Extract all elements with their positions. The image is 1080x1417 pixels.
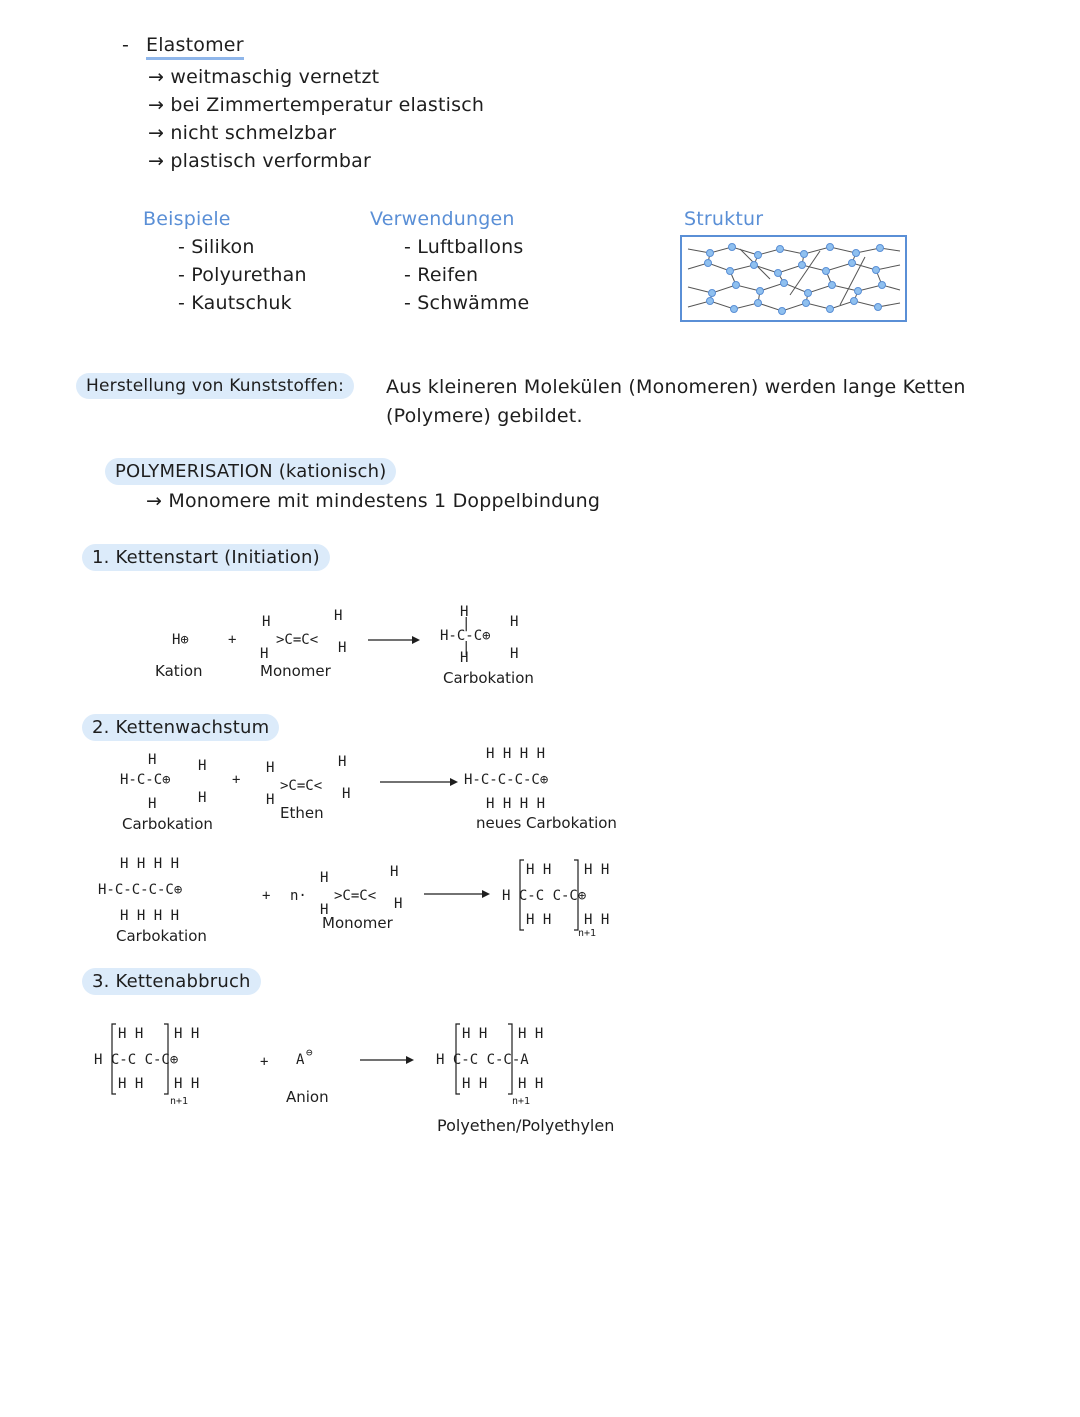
svg-text:H: H	[260, 646, 269, 662]
list-item: - Silikon	[178, 236, 255, 258]
anion-label: Anion	[286, 1088, 329, 1106]
ethen-label: Ethen	[280, 804, 324, 822]
carbokation-label: Carbokation	[116, 927, 207, 945]
index-label: n+1	[578, 928, 597, 936]
property-item: → bei Zimmertemperatur elastisch	[148, 94, 485, 116]
svg-text:⊖: ⊖	[306, 1046, 313, 1059]
reaction-arrow-icon	[450, 778, 458, 786]
polymerisation-title: POLYMERISATION (kationisch)	[105, 458, 396, 485]
verwendungen-list	[404, 236, 529, 320]
svg-text:H: H	[510, 614, 519, 630]
arrow-icon: →	[148, 122, 171, 144]
svg-text:H: H	[148, 796, 157, 812]
monomer-label: Monomer	[322, 914, 393, 932]
neues-carbokation-label: neues Carbokation	[476, 814, 617, 832]
svg-text:H: H	[390, 864, 399, 880]
svg-text:|: |	[462, 640, 471, 656]
svg-text:H H: H H	[584, 912, 610, 928]
herstellung-text-line2: (Polymere) gebildet.	[386, 405, 583, 427]
dash-bullet: -	[122, 34, 130, 56]
kation-label: Kation	[155, 662, 203, 680]
svg-text:H: H	[198, 758, 207, 774]
svg-text:>C=C<: >C=C<	[280, 778, 323, 794]
svg-text:H H: H H	[174, 1026, 200, 1042]
property-item: → weitmaschig vernetzt	[148, 66, 380, 88]
property-list	[148, 66, 484, 178]
carbokation-label: Carbokation	[443, 669, 534, 687]
svg-text:H: H	[266, 760, 275, 776]
beispiele-title: Beispiele	[143, 208, 231, 230]
svg-text:+: +	[262, 888, 271, 904]
step2-title: 2. Kettenwachstum	[82, 714, 279, 741]
svg-text:H: H	[334, 608, 343, 624]
svg-text:H H: H H	[174, 1076, 200, 1092]
arrow-icon: →	[146, 490, 169, 512]
svg-text:H H: H H	[462, 1076, 488, 1092]
reaction-arrow-icon	[412, 636, 420, 644]
svg-text:H: H	[338, 640, 347, 656]
index-label: n+1	[512, 1096, 531, 1107]
plus-sign: +	[228, 632, 237, 648]
svg-text:H: H	[460, 604, 469, 620]
svg-text:H-C-C-C-C⊕: H-C-C-C-C⊕	[98, 882, 183, 898]
svg-text:H: H	[338, 754, 347, 770]
svg-text:H C-C C-C-A: H C-C C-C-A	[436, 1052, 529, 1068]
svg-text:H H: H H	[118, 1076, 144, 1092]
svg-text:H: H	[320, 902, 329, 918]
list-item: - Reifen	[404, 264, 479, 286]
property-item: → nicht schmelzbar	[148, 122, 337, 144]
reaction-arrow-icon	[406, 1056, 414, 1064]
list-item: - Luftballons	[404, 236, 524, 258]
svg-text:H C-C C-C⊕: H C-C C-C⊕	[94, 1052, 179, 1068]
step3-equation	[90, 1018, 610, 1110]
svg-text:H H: H H	[584, 862, 610, 878]
svg-text:H H H H: H H H H	[120, 908, 180, 924]
step2-equation-a	[110, 742, 650, 822]
elastomer-title: Elastomer	[146, 34, 244, 60]
svg-text:H: H	[266, 792, 275, 808]
svg-text:H C-C C-C⊕: H C-C C-C⊕	[502, 888, 587, 904]
struktur-diagram	[680, 235, 908, 323]
reaction-arrow-icon	[482, 890, 490, 898]
svg-text:+: +	[232, 772, 241, 788]
svg-text:H: H	[262, 614, 271, 630]
herstellung-text-line1: Aus kleineren Molekülen (Monomeren) werden lange Ketten	[386, 376, 966, 398]
index-label: n+1	[170, 1096, 189, 1107]
svg-text:H H: H H	[462, 1026, 488, 1042]
svg-text:H-C-C-C-C⊕: H-C-C-C-C⊕	[464, 772, 549, 788]
svg-text:H: H	[148, 752, 157, 768]
svg-text:H H: H H	[526, 912, 552, 928]
proton-symbol: H⊕	[172, 632, 189, 648]
struktur-title: Struktur	[684, 208, 764, 230]
beispiele-list	[178, 236, 307, 320]
monomer-label: Monomer	[260, 662, 331, 680]
product-label: Polyethen/Polyethylen	[437, 1116, 615, 1135]
svg-text:H: H	[460, 650, 469, 666]
svg-text:H H H H: H H H H	[486, 746, 546, 762]
step3-title: 3. Kettenabbruch	[82, 968, 261, 995]
svg-text:H: H	[320, 870, 329, 886]
list-item: - Kautschuk	[178, 292, 292, 314]
polymerisation-note: → Monomere mit mindestens 1 Doppelbindung	[146, 490, 601, 512]
svg-text:H H H H: H H H H	[120, 856, 180, 872]
svg-text:|: |	[462, 616, 471, 632]
svg-text:>C=C<: >C=C<	[276, 632, 319, 648]
list-item: - Schwämme	[404, 292, 530, 314]
arrow-icon: →	[148, 66, 171, 88]
svg-text:H H: H H	[518, 1076, 544, 1092]
svg-text:+: +	[260, 1054, 269, 1070]
svg-text:H: H	[394, 896, 403, 912]
property-item: → plastisch verformbar	[148, 150, 371, 172]
svg-text:H: H	[510, 646, 519, 662]
list-item: - Polyurethan	[178, 264, 307, 286]
svg-text:H H: H H	[518, 1026, 544, 1042]
anion-symbol: A	[296, 1052, 305, 1068]
herstellung-label: Herstellung von Kunststoffen:	[76, 373, 354, 399]
svg-text:>C=C<: >C=C<	[334, 888, 377, 904]
arrow-icon: →	[148, 150, 171, 172]
arrow-icon: →	[148, 94, 171, 116]
svg-text:H H: H H	[526, 862, 552, 878]
verwendungen-title: Verwendungen	[370, 208, 515, 230]
svg-text:H H: H H	[118, 1026, 144, 1042]
svg-text:H H H H: H H H H	[486, 796, 546, 812]
svg-text:H-C-C⊕: H-C-C⊕	[440, 628, 491, 644]
svg-text:H-C-C⊕: H-C-C⊕	[120, 772, 171, 788]
carbokation-label: Carbokation	[122, 815, 213, 833]
svg-text:H: H	[198, 790, 207, 806]
step1-title: 1. Kettenstart (Initiation)	[82, 544, 330, 571]
n-prefix: n·	[290, 888, 307, 904]
svg-text:H: H	[342, 786, 351, 802]
